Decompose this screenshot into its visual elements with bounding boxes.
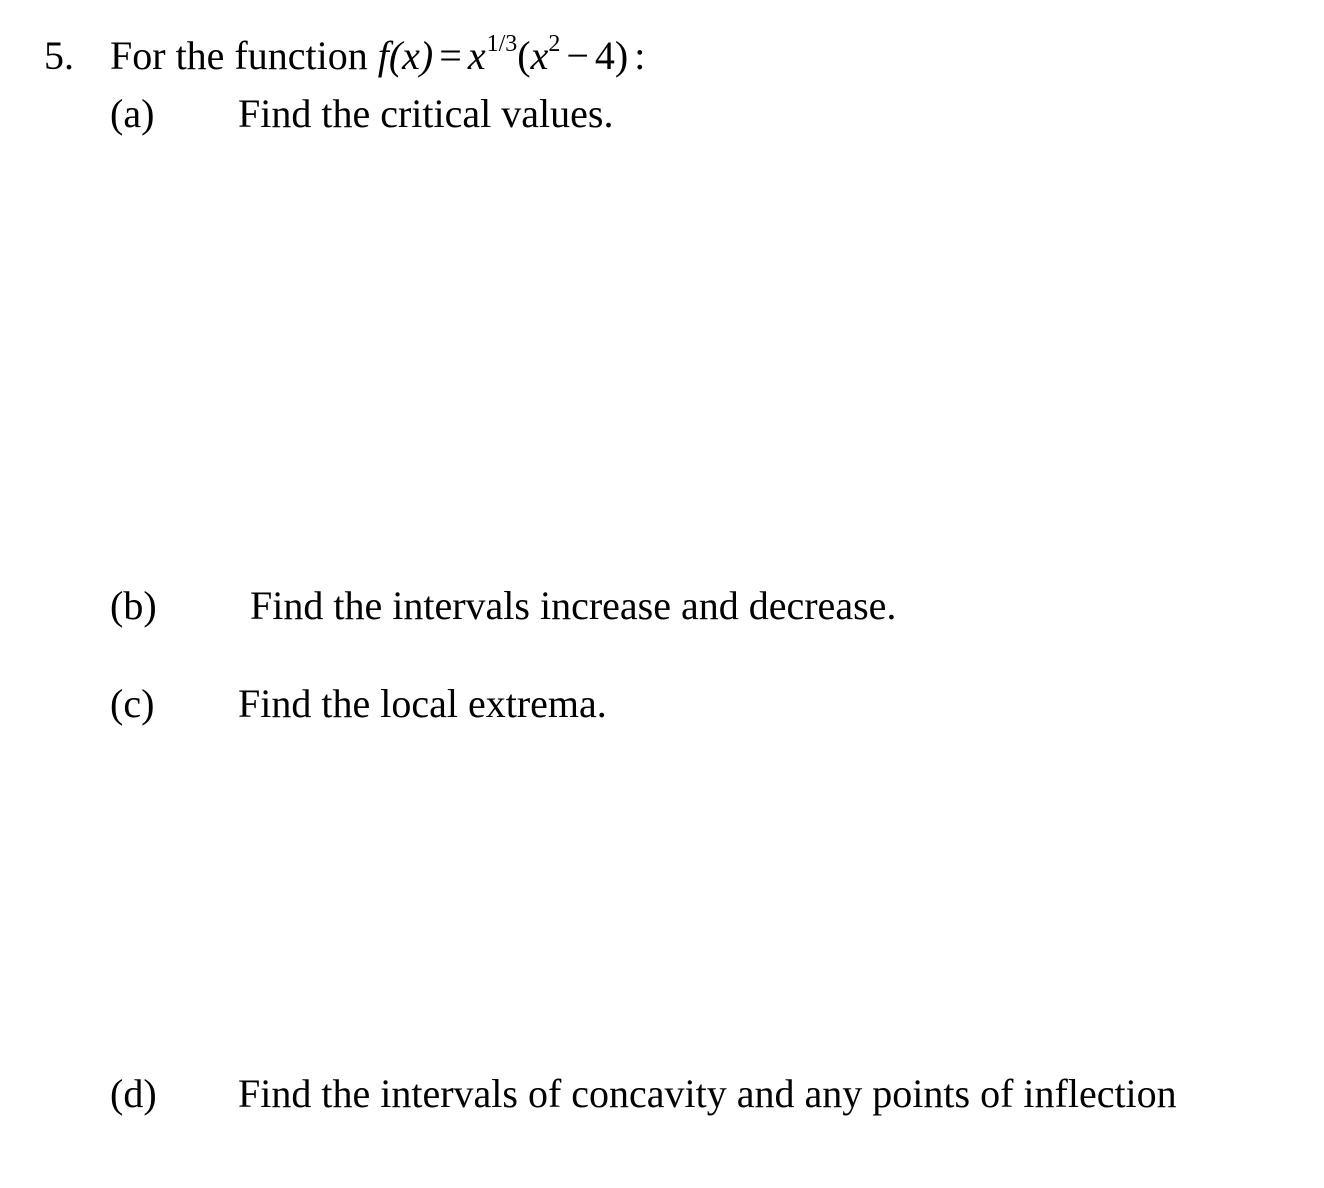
part-b-label: (b) [110, 583, 157, 628]
colon: : [634, 33, 646, 78]
part-d-text: Find the intervals of concavity and any points of inflection [238, 1071, 1177, 1116]
minus-sign: − [566, 33, 589, 78]
part-d-label: (d) [110, 1071, 157, 1116]
problem-number: 5. [44, 33, 74, 78]
part-c-text: Find the local extrema. [238, 681, 607, 726]
inner-exponent: 2 [548, 31, 561, 57]
function-base: x [467, 33, 486, 78]
equals-sign: = [439, 33, 462, 78]
part-b-text: Find the intervals increase and decrease. [250, 583, 897, 628]
inner-variable: x [530, 33, 549, 78]
part-a-text: Find the critical values. [238, 91, 614, 136]
part-a-label: (a) [110, 91, 155, 136]
function-lhs: f(x) [377, 33, 434, 78]
part-c-label: (c) [110, 681, 155, 726]
paren-open: ( [517, 33, 531, 78]
function-exponent: 1/3 [486, 31, 518, 57]
constant: 4 [594, 33, 615, 78]
problem-statement [110, 32, 645, 86]
paren-close: ) [614, 33, 629, 78]
problem-intro: For the function [110, 33, 368, 78]
